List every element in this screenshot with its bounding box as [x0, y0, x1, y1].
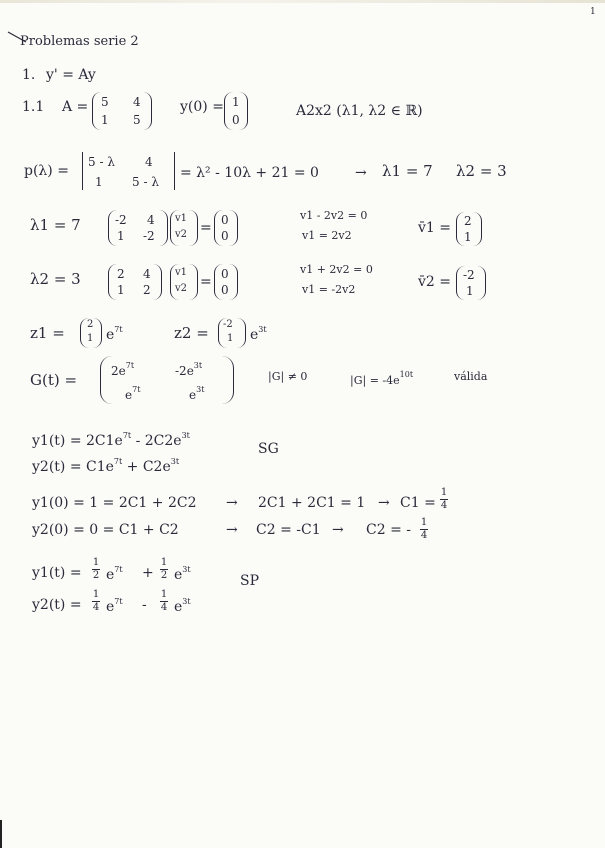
- G-label: G(t) =: [30, 371, 78, 389]
- z1-label: z1 =: [30, 324, 65, 342]
- ic-line1-mid: 2C1 + 2C1 = 1: [258, 495, 366, 511]
- ic-line2-fraction: 1 4: [420, 517, 428, 541]
- matrix-A: [92, 92, 152, 130]
- G-12: $-2e^{3t}$: [175, 361, 203, 378]
- eigen2-vector-2: v2: [175, 283, 188, 294]
- charpoly-matrix-22: 5 - λ: [132, 175, 159, 189]
- eigen2-zero-1: 0: [221, 267, 229, 281]
- ic-line2-arrow2: →: [332, 522, 344, 538]
- z2-vector-2: 1: [227, 333, 234, 344]
- root-2: λ2 = 3: [456, 162, 507, 180]
- G-det-nonzero: |G| ≠ 0: [268, 370, 308, 383]
- sp-y2-label: y2(t) =: [32, 597, 82, 613]
- eigen1-equals: =: [200, 220, 212, 236]
- sg-tag: SG: [258, 441, 279, 457]
- matrix-A-11: 5: [101, 95, 109, 109]
- eigen1-zero-2: 0: [221, 229, 229, 243]
- initial-vector: [224, 92, 248, 130]
- eigen2-result-2: 1: [466, 284, 474, 298]
- G-11: $2e^{7t}$: [111, 361, 135, 378]
- eigen1-vector: [170, 210, 198, 246]
- eigen2-vector-1: v1: [175, 267, 188, 278]
- z2-vector-1: -2: [223, 319, 233, 330]
- sp-y1-operator: +: [142, 565, 154, 581]
- ic-line1: y1(0) = 1 = 2C1 + 2C2: [32, 495, 197, 511]
- initial-vector-1: 1: [232, 95, 240, 109]
- matrix-A-12: 4: [133, 95, 141, 109]
- charpoly-matrix-11: 5 - λ: [88, 155, 115, 169]
- ic-line1-arrow2: →: [378, 495, 390, 511]
- eigen2-matrix-12: 4: [143, 267, 151, 281]
- det-bar-left: [82, 152, 83, 190]
- eigen1-result-1: 2: [464, 214, 472, 228]
- sp-y1-label: y1(t) =: [32, 565, 82, 581]
- sp-y2-operator: -: [142, 597, 147, 613]
- page-number: 1: [590, 7, 596, 17]
- ic-line2-mid: C2 = -C1: [256, 522, 321, 538]
- part-number: 1.1: [22, 99, 45, 115]
- initial-label: y(0) =: [180, 99, 224, 115]
- matrix-A-label: A =: [62, 99, 89, 115]
- sg-y1: $y1(t) = 2C1e^{7t} - 2C2e^{3t}$: [32, 431, 190, 449]
- z1-vector: [80, 318, 102, 348]
- page-top-edge: [0, 0, 605, 3]
- eigen2-system-1: v1 + 2v2 = 0: [300, 263, 373, 276]
- initial-vector-2: 0: [232, 113, 240, 127]
- charpoly-lhs: p(λ) =: [24, 163, 69, 179]
- problem-equation: y' = Ay: [46, 67, 96, 83]
- sp-y2-frac-b: 1 4: [160, 589, 168, 613]
- eigen2-result: [456, 266, 486, 300]
- matrix-note: A2x2 (λ1, λ2 ∈ ℝ): [296, 103, 423, 119]
- ic-line2-result: C2 = -: [366, 522, 411, 538]
- ic-line2-arrow: →: [226, 522, 238, 538]
- ic-line1-arrow: →: [226, 495, 238, 511]
- eigen2-result-1: -2: [463, 268, 475, 282]
- eigen2-zero-2: 0: [221, 283, 229, 297]
- eigen1-result: [456, 212, 482, 246]
- eigen1-matrix: [108, 210, 168, 246]
- det-bar-right: [174, 152, 175, 190]
- sp-y1-exp-b: $e^{3t}$: [174, 565, 191, 583]
- sg-y2: $y2(t) = C1e^{7t} + C2e^{3t}$: [32, 457, 180, 475]
- charpoly-rhs: = λ² - 10λ + 21 = 0: [180, 165, 319, 181]
- z2-label: z2 =: [174, 324, 209, 342]
- ic-line2: y2(0) = 0 = C1 + C2: [32, 522, 179, 538]
- eigen2-matrix: [108, 264, 162, 300]
- G-det: $|G| = -4e^{10t}$: [350, 370, 414, 387]
- sp-y2-exp-a: $e^{7t}$: [106, 597, 123, 615]
- z2-exp: $e^{3t}$: [250, 325, 267, 343]
- eigen1-zero: [214, 210, 238, 246]
- eigen1-matrix-11: -2: [115, 213, 127, 227]
- page-left-edge-mark: [0, 820, 2, 848]
- sp-tag: SP: [240, 573, 260, 589]
- sp-y1-exp-a: $e^{7t}$: [106, 565, 123, 583]
- z1-vector-1: 2: [87, 319, 94, 330]
- root-1: λ1 = 7: [382, 162, 433, 180]
- ic-line1-result: C1 =: [400, 495, 436, 511]
- eigen1-zero-1: 0: [221, 213, 229, 227]
- eigen1-matrix-21: 1: [117, 229, 125, 243]
- eigen2-equals: =: [200, 274, 212, 290]
- ic-line1-fraction: 1 4: [440, 487, 448, 511]
- eigen1-system-1: v1 - 2v2 = 0: [300, 209, 368, 222]
- G-22: $e^{3t}$: [189, 385, 205, 402]
- G-valid: válida: [454, 370, 488, 383]
- eigen2-zero: [214, 264, 238, 300]
- G-21: $e^{7t}$: [125, 385, 141, 402]
- eigen2-matrix-22: 2: [143, 283, 151, 297]
- eigen1-matrix-12: 4: [147, 213, 155, 227]
- eigen2-result-label: v̄2 =: [418, 274, 451, 290]
- eigen2-system-2: v1 = -2v2: [302, 283, 356, 296]
- eigen1-system-2: v1 = 2v2: [302, 229, 352, 242]
- eigen1-lambda: λ1 = 7: [30, 216, 81, 234]
- eigen1-vector-2: v2: [175, 229, 188, 240]
- eigen1-vector-1: v1: [175, 213, 188, 224]
- matrix-A-22: 5: [133, 113, 141, 127]
- page-title: Problemas serie 2: [20, 34, 139, 49]
- charpoly-arrow: →: [355, 165, 367, 181]
- problem-number: 1.: [22, 67, 36, 83]
- z1-vector-2: 1: [87, 333, 94, 344]
- eigen2-matrix-21: 1: [117, 283, 125, 297]
- matrix-A-21: 1: [101, 113, 109, 127]
- sp-y1-frac-a: 1 2: [92, 557, 100, 581]
- charpoly-matrix-12: 4: [145, 155, 153, 169]
- sp-y2-exp-b: $e^{3t}$: [174, 597, 191, 615]
- z1-exp: $e^{7t}$: [106, 325, 123, 343]
- charpoly-matrix-21: 1: [95, 175, 103, 189]
- eigen2-matrix-11: 2: [117, 267, 125, 281]
- eigen1-result-label: v̄1 =: [418, 220, 451, 236]
- eigen2-vector: [170, 264, 198, 300]
- eigen2-lambda: λ2 = 3: [30, 270, 81, 288]
- sp-y2-frac-a: 1 4: [92, 589, 100, 613]
- eigen1-result-2: 1: [464, 230, 472, 244]
- z2-vector: [218, 318, 246, 348]
- G-matrix: [100, 356, 234, 404]
- sp-y1-frac-b: 1 2: [160, 557, 168, 581]
- eigen1-matrix-22: -2: [143, 229, 155, 243]
